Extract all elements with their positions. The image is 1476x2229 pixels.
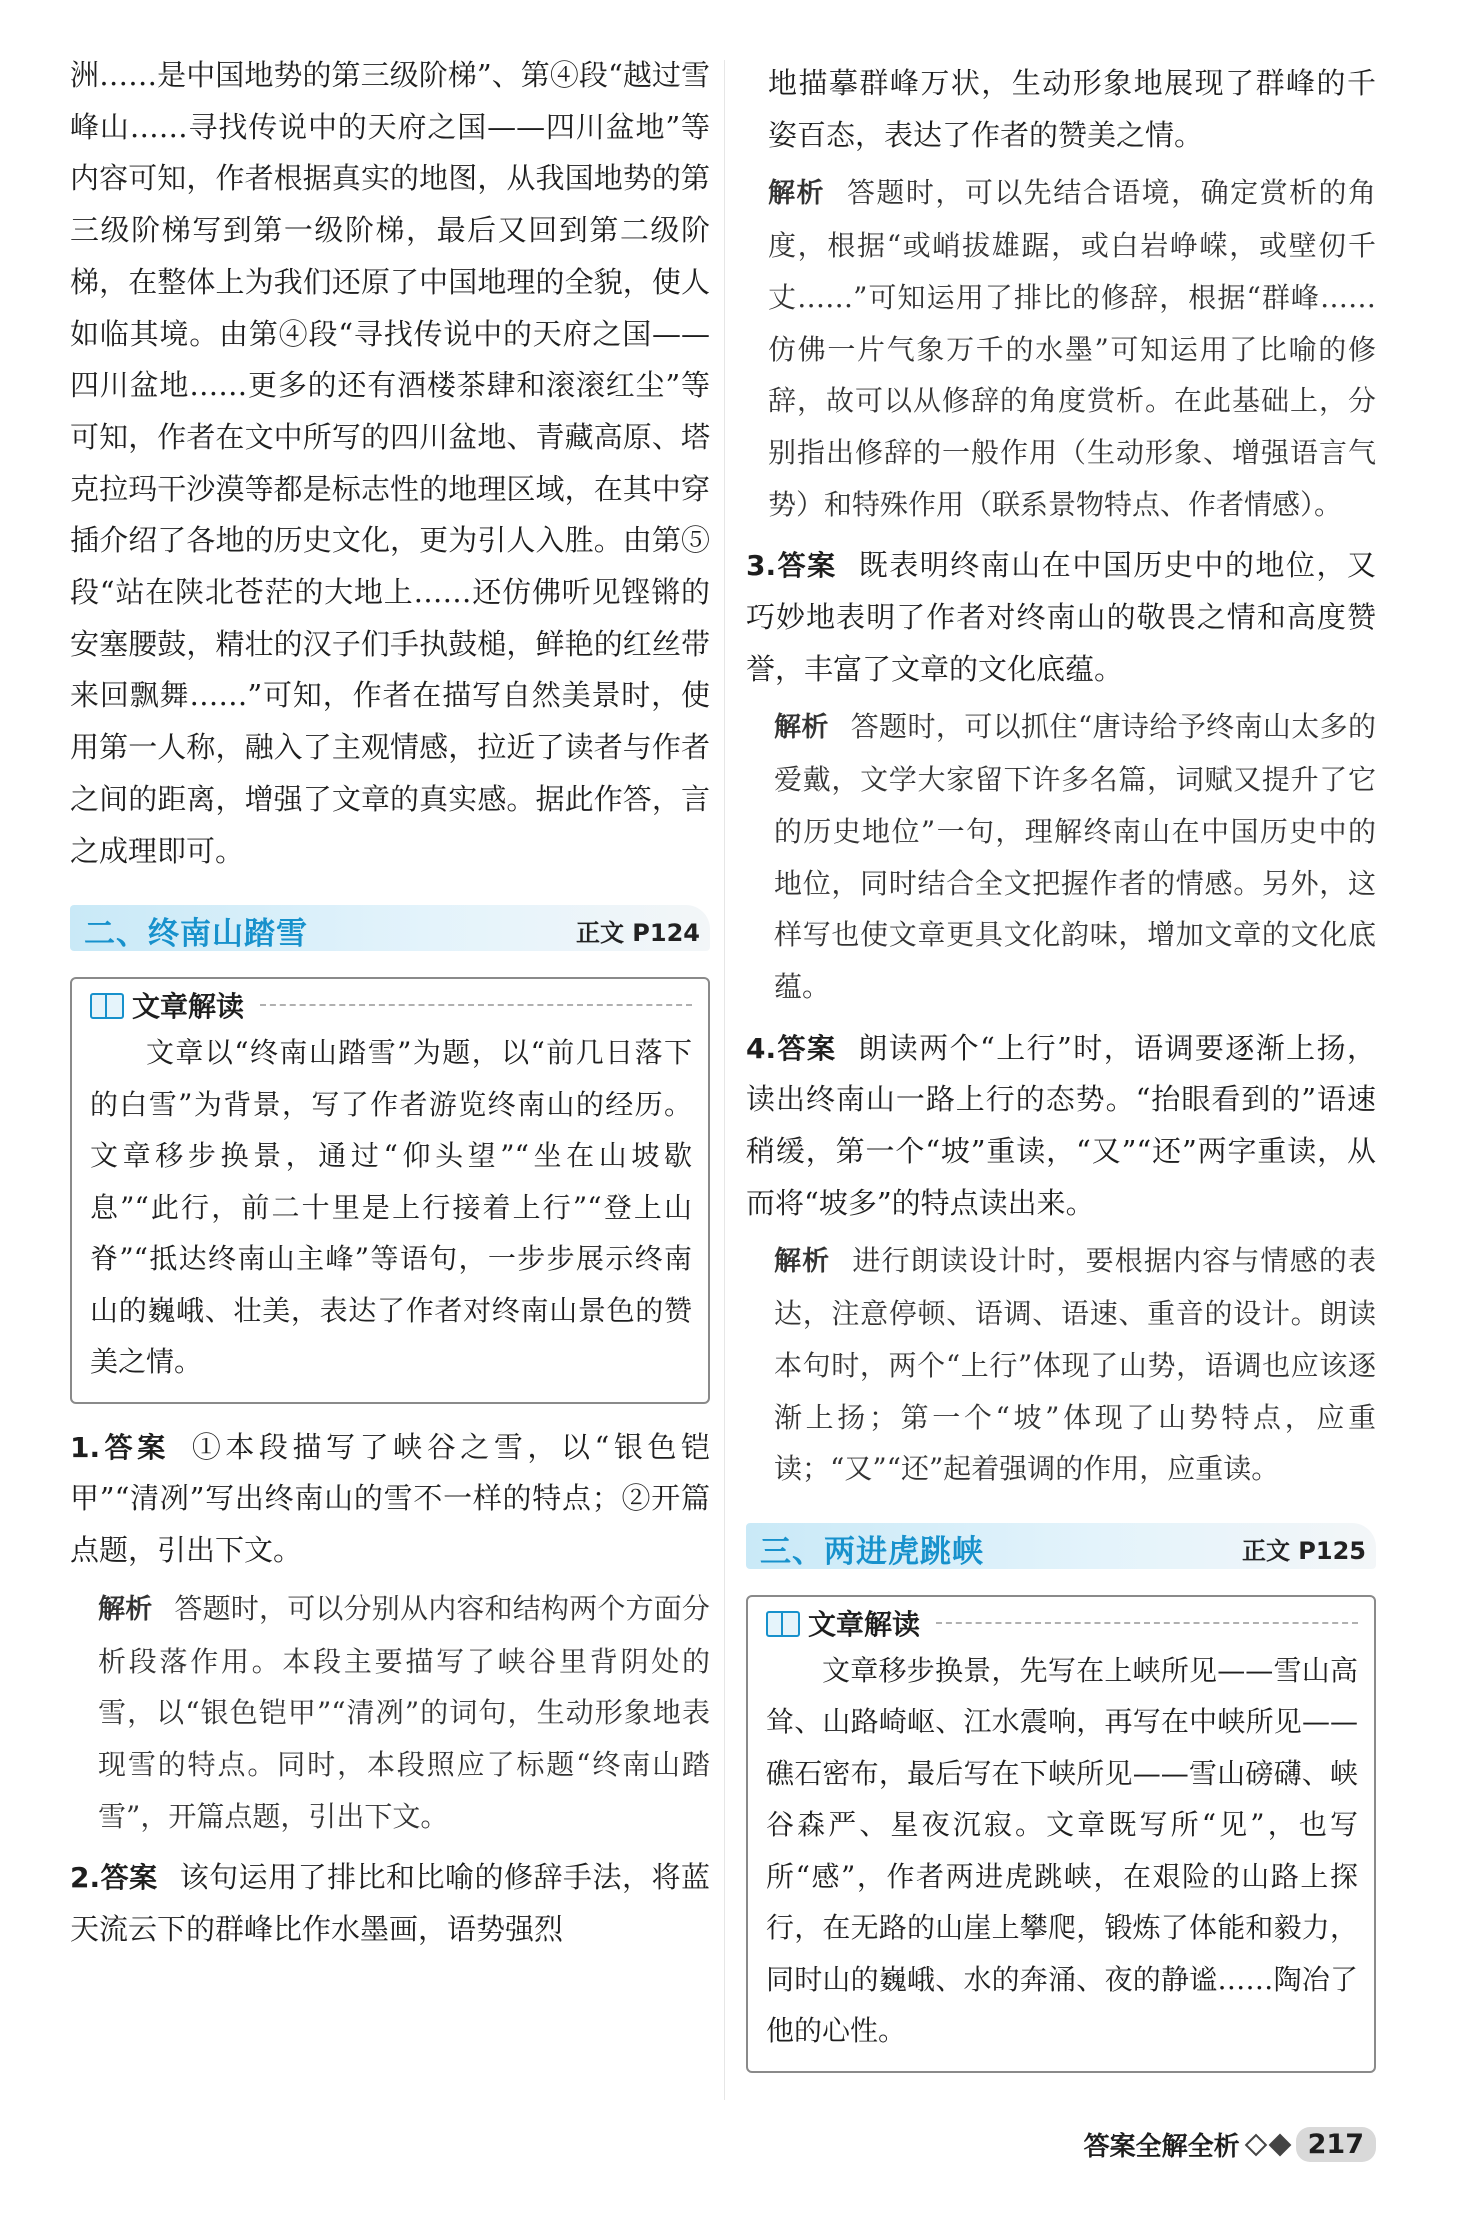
- book-icon: [766, 1611, 800, 1635]
- box-header: [766, 1603, 1358, 1643]
- question-item-4: [746, 1023, 1376, 1495]
- answer-block: [70, 1422, 710, 1577]
- article-interpretation-box: [70, 977, 710, 1404]
- article-interpretation-box: [746, 1595, 1376, 2073]
- question-number: 3.: [746, 549, 777, 583]
- question-number: 4.: [746, 1031, 777, 1065]
- box-text: 文章移步换景，先写在上峡所见——雪山高耸、山路崎岖、江水震响，再写在中峡所见——礁石密布，最后写在下峡所见——雪山磅礴、峡谷森严、星夜沉寂。文章既写所“见”，也写所“感”，作者两进虎跳峡，在艰险的山路上探行，在无路的山崖上攀爬，锻炼了体能和毅力，同时山的巍峨、水的奔涌、夜的静谧……陶冶了他的心性。: [766, 1653, 1358, 2048]
- analysis-label: 解析: [98, 1593, 153, 1625]
- question-number: 1.: [70, 1430, 101, 1464]
- question-number: 2.: [70, 1861, 101, 1895]
- answer-label: 答案: [100, 1430, 170, 1464]
- right-column: [746, 0, 1376, 2073]
- analysis-label: 解析: [768, 178, 825, 210]
- answer-block: [746, 540, 1376, 695]
- column-divider: [724, 60, 725, 2100]
- dashed-rule: [260, 1004, 692, 1006]
- analysis-block: [768, 167, 1376, 530]
- answer-block: [70, 1852, 710, 1955]
- box-header: [90, 985, 692, 1025]
- analysis-text: 答题时，可以分别从内容和结构两个方面分析段落作用。本段主要描写了峡谷里背阴处的雪，以“银色铠甲”“清冽”的词句，生动形象地表现雪的特点。同时，本段照应了标题“终南山踏雪”，开篇点题，引出下文。: [98, 1591, 710, 1833]
- page-number: 217: [1296, 2127, 1376, 2162]
- diamond-outline-icon: [1244, 2133, 1267, 2156]
- footer-label: 答案全解全析: [1083, 2132, 1240, 2162]
- page-footer: [1084, 2126, 1376, 2163]
- box-title: 文章解读: [808, 1607, 921, 1641]
- answer-text: 朗读两个“上行”时，语调要逐渐上扬，读出终南山一路上行的态势。“抬眼看到的”语速稍缓，第一个“坡”重读，“又”“还”两字重读，从而将“坡多”的特点读出来。: [746, 1030, 1376, 1220]
- analysis-text: 进行朗读设计时，要根据内容与情感的表达，注意停顿、语调、语速、重音的设计。朗读本句时，两个“上行”体现了山势，语调也应该逐渐上扬；第一个“坡”体现了山势特点，应重读；“又”“还”起着强调的作用，应重读。: [774, 1244, 1377, 1486]
- question-item-2: [70, 1852, 710, 1955]
- answer-text: ①本段描写了峡谷之雪，以“银色铠甲”“清冽”写出终南山的雪不一样的特点；②开篇点题，引出下文。: [70, 1429, 710, 1568]
- answer-label: 答案: [776, 1031, 837, 1065]
- analysis-label: 解析: [774, 712, 829, 744]
- box-text: 文章以“终南山踏雪”为题，以“前几日落下的白雪”为背景，写了作者游览终南山的经历。文章移步换景，通过“仰头望”“坐在山坡歇息”“此行，前二十里是上行接着上行”“登上山脊”“抵达终南山主峰”等语句，一步步展示终南山的巍峨、壮美，表达了作者对终南山景色的赞美之情。: [90, 1036, 692, 1379]
- answer-text: 该句运用了排比和比喻的修辞手法，将蓝天流云下的群峰比作水墨画，语势强烈: [70, 1860, 710, 1947]
- diamond-filled-icon: [1268, 2133, 1291, 2156]
- answer-block: [746, 1023, 1376, 1230]
- answer-continuation: 地描摹群峰万状，生动形象地展现了群峰的千姿百态，表达了作者的赞美之情。: [768, 66, 1376, 152]
- intro-paragraph: 洲……是中国地势的第三级阶梯”、第④段“越过雪峰山……寻找传说中的天府之国——四川盆地”等内容可知，作者根据真实的地图，从我国地势的第三级阶梯写到第一级阶梯，最后又回到第二级阶梯，在整体上为我们还原了中国地理的全貌，使人如临其境。由第④段“寻找传说中的天府之国——四川盆地……更多的还有酒楼茶肆和滚滚红尘”等可知，作者在文中所写的四川盆地、青藏高原、塔克拉玛干沙漠等都是标志性的地理区域，在其中穿插介绍了各地的历史文化，更为引人入胜。由第⑤段“站在陕北苍茫的大地上……还仿佛听见铿锵的安塞腰鼓，精壮的汉子们手执鼓槌，鲜艳的红丝带来回飘舞……”可知，作者在描写自然美景时，使用第一人称，融入了主观情感，拉近了读者与作者之间的距离，增强了文章的真实感。据此作答，言之成理即可。: [70, 58, 710, 868]
- left-column: [70, 0, 710, 1956]
- answer-label: 答案: [100, 1861, 158, 1895]
- analysis-block: [774, 1235, 1376, 1495]
- analysis-text: 答题时，可以先结合语境，确定赏析的角度，根据“或峭拔雄踞，或白岩峥嵘，或壁仞千丈……”可知运用了排比的修辞，根据“群峰……仿佛一片气象万千的水墨”可知运用了比喻的修辞，故可以从修辞的角度赏析。在此基础上，分别指出修辞的一般作用（生动形象、增强语言气势）和特殊作用（联系景物特点、作者情感）。: [768, 176, 1376, 521]
- section-banner-3: [746, 1521, 1376, 1573]
- answer-label: 答案: [776, 549, 837, 583]
- page-reference: 正文 P125: [1241, 1536, 1366, 1565]
- box-title: 文章解读: [132, 990, 245, 1024]
- analysis-block: [774, 701, 1376, 1012]
- section-banner-2: [70, 903, 710, 955]
- section-title: 三、两进虎跳峡: [760, 1533, 984, 1570]
- analysis-block: [98, 1583, 710, 1843]
- dashed-rule: [936, 1622, 1358, 1624]
- section-title: 二、终南山踏雪: [84, 916, 308, 953]
- page-reference: 正文 P124: [575, 919, 700, 948]
- answer-text: 既表明终南山在中国历史中的地位，又巧妙地表明了作者对终南山的敬畏之情和高度赞誉，丰富了文章的文化底蕴。: [746, 548, 1376, 686]
- question-item-1: [70, 1422, 710, 1843]
- analysis-text: 答题时，可以抓住“唐诗给予终南山太多的爱戴，文学大家留下许多名篇，词赋又提升了它的历史地位”一句，理解终南山在中国历史中的地位，同时结合全文把握作者的情感。另外，这样写也使文章更具文化韵味，增加文章的文化底蕴。: [774, 710, 1377, 1003]
- question-item-3: [746, 540, 1376, 1012]
- analysis-label: 解析: [774, 1246, 831, 1278]
- book-icon: [90, 993, 124, 1017]
